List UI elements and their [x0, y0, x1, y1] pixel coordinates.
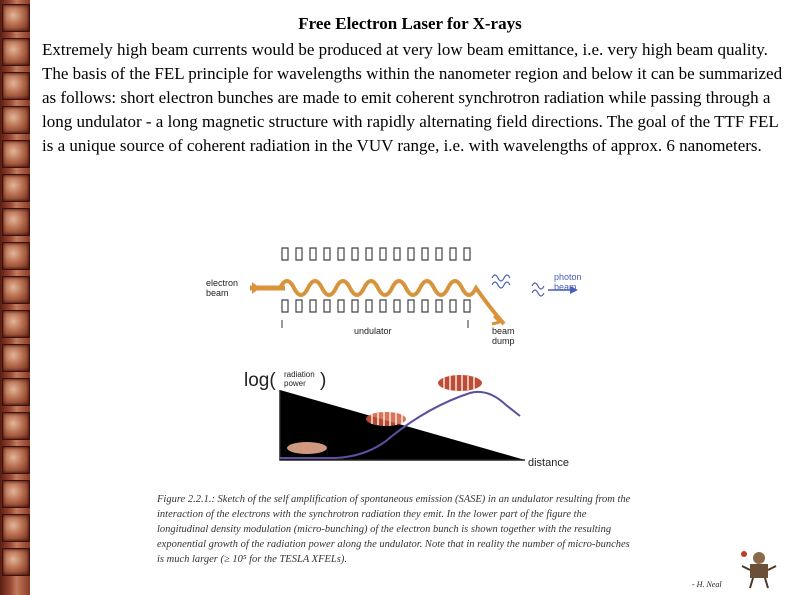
label-radiation: radiation [284, 370, 315, 379]
border-tile [2, 310, 30, 338]
bunch-initial [287, 442, 327, 454]
bunch-final [438, 375, 482, 391]
border-tile [2, 412, 30, 440]
label-radiation-power [284, 370, 315, 388]
slide-title: Free Electron Laser for X-rays [298, 14, 522, 33]
border-tile [2, 140, 30, 168]
label-beam-dump-1: beam [492, 326, 515, 336]
label-photon-beam [554, 272, 582, 292]
label-electron: electron [206, 278, 239, 288]
border-tile [2, 514, 30, 542]
label-distance: distance [528, 457, 569, 469]
photon-packets [492, 275, 544, 296]
label-paren: ) [320, 370, 327, 391]
label-beam-dump-2: dump [492, 336, 515, 346]
author-credit: - H. Neal [692, 580, 722, 589]
decorative-border [0, 0, 30, 595]
body-paragraph: Extremely high beam currents would be produced at very low beam emittance, i.e. very high beam quality. The basis of the FEL principle for wavelengths within the nanometer region and below it can be summarized as follows: short electron bunches are made to emit coherent synchrotron radiation while passing through a long undulator - a long magnetic structure with rapidly alternating field directions. The goal of the TTF FEL is a unique source of coherent radiation in the VUV range, i.e. with wavelengths of approx. 6 nanometers. [42, 40, 783, 155]
border-tile [2, 276, 30, 304]
label-electron-beam [206, 278, 238, 298]
label-photon: photon [554, 272, 582, 282]
border-tile [2, 378, 30, 406]
border-tile [2, 446, 30, 474]
label-beam: beam [206, 288, 229, 298]
label-log: log( [244, 370, 276, 391]
border-tile [2, 548, 30, 576]
label-beam-dump [492, 326, 515, 346]
border-tile [2, 4, 30, 32]
bunch-middle [366, 412, 406, 426]
border-tile [2, 480, 30, 508]
border-tile [2, 106, 30, 134]
figure-caption: Figure 2.2.1.: Sketch of the self amplification of spontaneous emission (SASE) in an undulator resulting from the interaction of the electrons with the synchrotron radiation they emit. In the lower part of the figure the longitudinal density modulation (micro-bunching) of the electron bunch is shown together with the resulting exponential growth of the radiation power along the undulator. Note that in reality the number of micro-bunches is much larger (≥ 10⁵ for the TESLA XFELs). [157, 494, 631, 565]
border-tile [2, 208, 30, 236]
undulator-magnets-bottom [282, 300, 470, 312]
robot-decoration-icon [736, 544, 782, 590]
label-power: power [284, 379, 306, 388]
border-tile [2, 174, 30, 202]
undulator-magnets-top [282, 248, 470, 260]
label-photon-beam-word: beam [554, 282, 577, 292]
border-tile [2, 242, 30, 270]
border-tile [2, 38, 30, 66]
border-tile [2, 72, 30, 100]
border-tile [2, 344, 30, 372]
label-undulator: undulator [354, 326, 392, 336]
